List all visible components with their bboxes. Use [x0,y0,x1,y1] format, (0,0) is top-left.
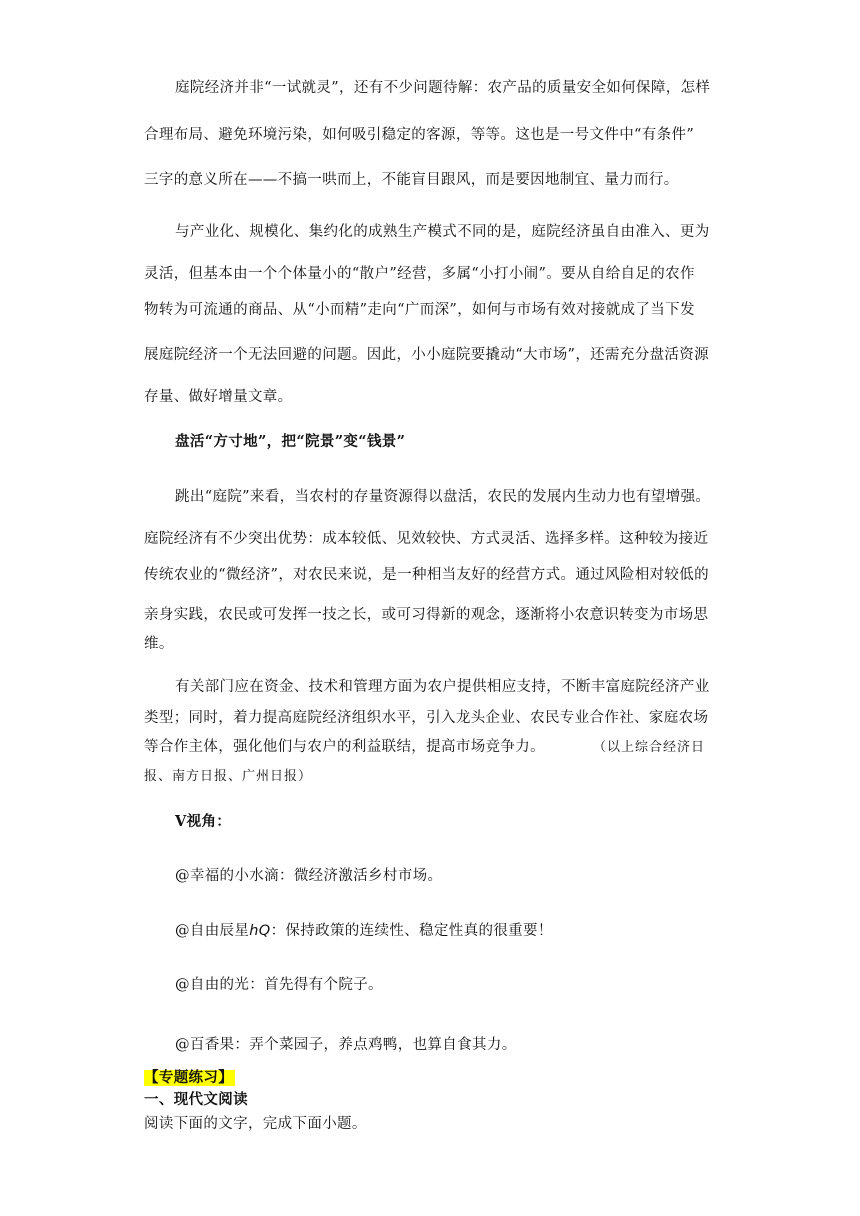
practice-label: 【专题练习】 [144,1070,234,1086]
paragraph-2-line-1: 与产业化、规模化、集约化的成熟生产模式不同的是，庭院经济虽自由准入、更为 [175,224,710,240]
paragraph-4-line-1: 有关部门应在资金、技术和管理方面为农户提供相应支持，不断丰富庭院经济产业 [175,679,710,695]
comment-text: ：保持政策的连续性、稳定性真的很重要！ [270,923,553,939]
section-subheading: 盘活“方寸地”，把“院景”变“钱景” [175,433,406,450]
comment-user: @幸福的小水滴： [175,868,294,884]
comment-user: @自由辰星 [175,923,250,939]
paragraph-2-line-2: 灵活，但基本由一个个体量小的“散户”经营，多属“小打小闹”。要从自给自足的农作 [144,266,695,282]
comment-text: 弄个菜园子，养点鸡鸭，也算自食其力。 [249,1037,517,1053]
paragraph-3-line-5: 维。 [144,636,174,652]
comment-item [175,975,383,995]
reading-instruction: 阅读下面的文字，完成下面小题。 [144,1116,367,1132]
comment-text: 首先得有个院子。 [264,977,383,993]
paragraph-3-line-4: 亲身实践，农民或可发挥一技之长，或可习得新的观念，逐渐将小农意识转变为市场思 [144,607,709,623]
source-attribution-end: 报、南方日报、广州日报） [144,769,313,784]
paragraph-2-line-3: 物转为可流通的商品、从“小而精”走向“广而深”，如何与市场有效对接就成了当下发 [144,302,695,318]
section-heading: 一、现代文阅读 [144,1092,248,1108]
comment-item [175,921,553,941]
paragraph-4-line-3 [144,737,705,758]
paragraph-1-line-3: 三字的意义所在——不搞一哄而上，不能盲目跟风，而是要因地制宜、量力而行。 [144,172,679,188]
paragraph-4-line-3-text: 等合作主体，强化他们与农户的利益联结，提高市场竞争力。 [144,739,545,755]
comment-item [175,866,442,886]
practice-label-row [144,1068,235,1088]
paragraph-3-line-1: 跳出“庭院”来看，当农村的存量资源得以盘活，农民的发展内生动力也有望增强。 [175,489,711,505]
paragraph-4-line-2: 类型；同时，着力提高庭院经济组织水平，引入龙头企业、农民专业合作社、家庭农场 [144,710,709,726]
paragraph-1-line-2: 合理布局、避免环境污染，如何吸引稳定的客源，等等。这也是一号文件中“有条件” [144,127,695,143]
paragraph-3-line-3: 传统农业的“微经济”，对农民来说，是一种相当友好的经营方式。通过风险相对较低的 [144,567,709,583]
paragraph-3-line-2: 庭院经济有不少突出优势：成本较低、见效较快、方式灵活、选择多样。这种较为接近 [144,531,709,547]
source-attribution-start: （以上综合经济日 [592,740,705,755]
paragraph-1-line-1: 庭院经济并非“一试就灵”，还有不少问题待解：农产品的质量安全如何保障，怎样 [175,80,711,96]
v-view-title: V视角： [175,813,232,830]
comment-user: @百香果： [175,1037,250,1053]
paragraph-2-line-5: 存量、做好增量文章。 [144,389,293,405]
comment-item [175,1035,517,1055]
comment-user: @自由的光： [175,977,265,993]
comment-text: 微经济激活乡村市场。 [293,868,443,884]
comment-user-suffix: hQ [249,923,271,939]
paragraph-2-line-4: 展庭院经济一个无法回避的问题。因此，小小庭院要撬动“大市场”，还需充分盘活资源 [144,347,709,363]
